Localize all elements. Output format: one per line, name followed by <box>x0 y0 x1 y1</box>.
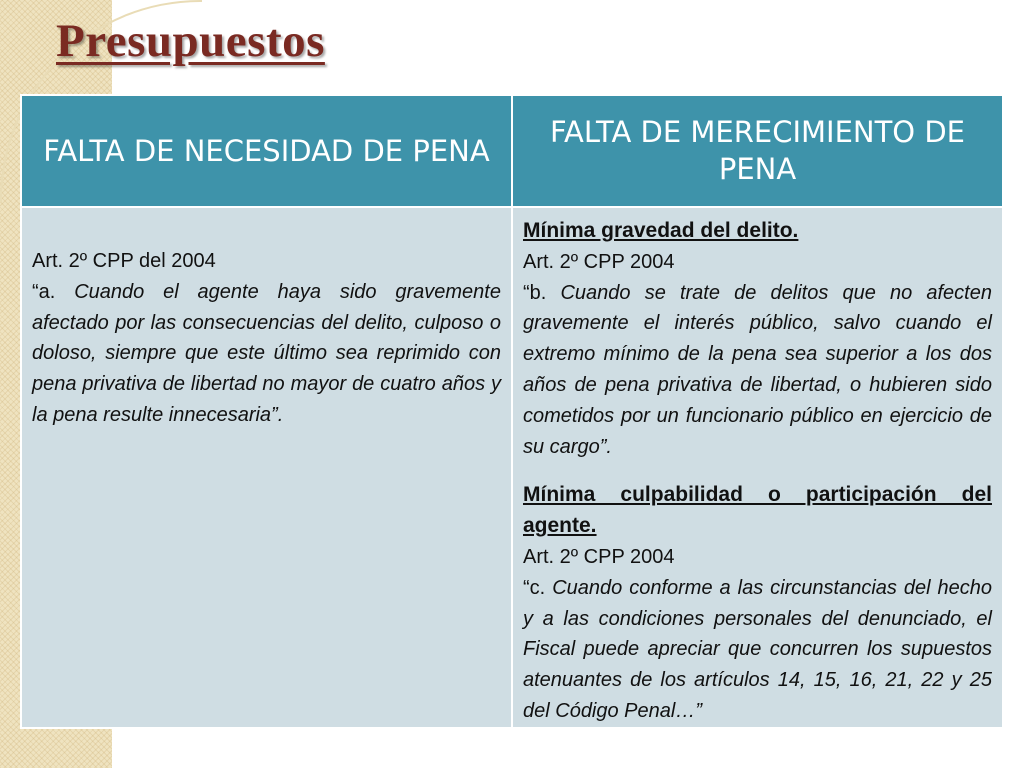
right-quote-text-1: Cuando se trate de delitos que no afecten gravemente el interés público, salvo cuando el extremo mínimo de la pena sea superior a los dos años de pena privativa de libertad, o hubieren sido cometidos por un funcionario público en ejercicio de su cargo”. <box>523 281 992 458</box>
right-article-ref-1: Art. 2º CPP 2004 <box>523 250 675 273</box>
block-spacer <box>523 462 992 480</box>
header-falta-merecimiento: FALTA DE MERECIMIENTO DE PENA <box>512 95 1003 207</box>
block-minima-gravedad <box>523 216 992 462</box>
header-falta-necesidad: FALTA DE NECESIDAD DE PENA <box>21 95 512 207</box>
left-quote-open: “a. <box>32 280 75 303</box>
right-quote-text-2: Cuando conforme a las circunstancias del hecho y a las condiciones personales del denunciado, el Fiscal puede apreciar que concurren los supuestos atenuantes de los artículos 14, 15, 16, 21, 22 y 25 del Código Penal…” <box>523 576 992 722</box>
block-minima-culpabilidad <box>523 480 992 726</box>
cell-necesidad <box>21 207 512 728</box>
right-heading-2: Mínima culpabilidad o participación del agente. <box>523 483 992 538</box>
cell-merecimiento <box>512 207 1003 728</box>
right-quote-open-2: “c. <box>523 576 553 599</box>
table-row <box>21 207 1003 728</box>
right-article-ref-2: Art. 2º CPP 2004 <box>523 545 675 568</box>
right-heading-1: Mínima gravedad del delito. <box>523 219 799 242</box>
left-article-ref: Art. 2º CPP del 2004 <box>32 250 216 272</box>
slide-title: Presupuestos <box>56 15 325 67</box>
comparison-table <box>20 94 1004 729</box>
right-quote-open-1: “b. <box>523 281 561 304</box>
left-quote-text: Cuando el agente haya sido gravemente afectado por las consecuencias del delito, culposo o doloso, siempre que este último sea reprimido con pena privativa de libertad no mayor de cuatro años y la pena resulte innecesaria”. <box>32 280 501 426</box>
table-header-row <box>21 95 1003 207</box>
